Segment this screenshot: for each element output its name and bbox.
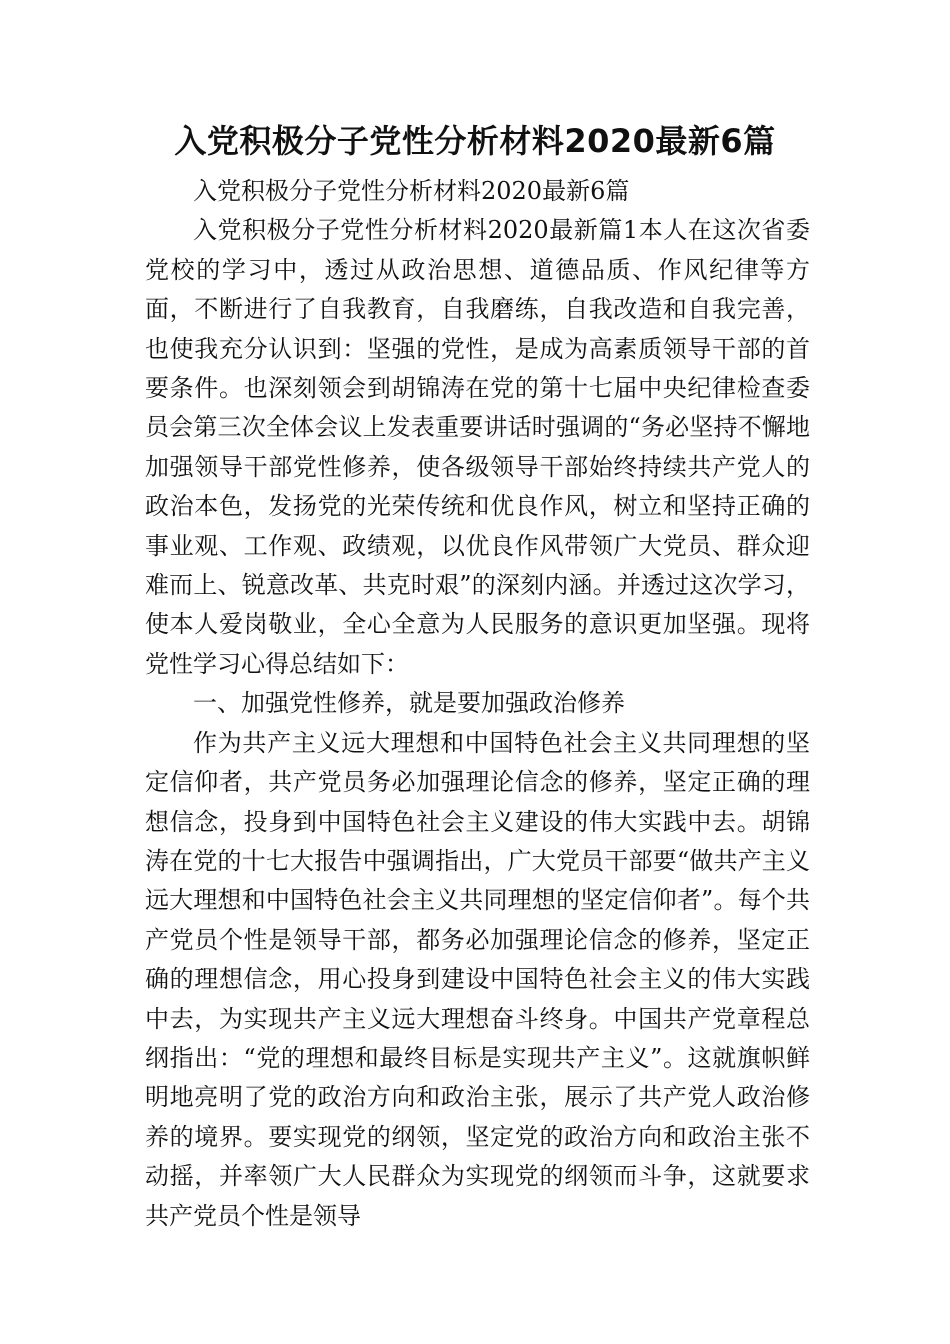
- paragraph-intro: 入党积极分子党性分析材料2020最新篇1本人在这次省委党校的学习中，透过从政治思想、道德品质、作风纪律等方面，不断进行了自我教育，自我磨练，自我改造和自我完善，也使我充分认识到：坚强的党性，是成为高素质领导干部的首要条件。也深刻领会到胡锦涛在党的第十七届中央纪律检查委员会第三次全体会议上发表重要讲话时强调的“务必坚持不懈地加强领导干部党性修养，使各级领导干部始终持续共产党人的政治本色，发扬党的光荣传统和优良作风，树立和坚持正确的事业观、工作观、政绩观，以优良作风带领广大党员、群众迎难而上、锐意改革、共克时艰”的深刻内涵。并透过这次学习，使本人爱岗敬业，全心全意为人民服务的意识更加坚强。现将党性学习心得总结如下：: [145, 216, 810, 678]
- paragraph-section-1: 作为共产主义远大理想和中国特色社会主义共同理想的坚定信仰者，共产党员务必加强理论信念的修养，坚定正确的理想信念，投身到中国特色社会主义建设的伟大实践中去。胡锦涛在党的十七大报告中强调指出，广大党员干部要“做共产主义远大理想和中国特色社会主义共同理想的坚定信仰者”。每个共产党员个性是领导干部，都务必加强理论信念的修养，坚定正确的理想信念，用心投身到建设中国特色社会主义的伟大实践中去，为实现共产主义远大理想奋斗终身。中国共产党章程总纲指出：“党的理想和最终目标是实现共产主义”。这就旗帜鲜明地亮明了党的政治方向和政治主张，展示了共产党人政治修养的境界。要实现党的纲领，坚定党的政治方向和政治主张不动摇，并率领广大人民群众为实现党的纲领而斗争，这就要求共产党员个性是领导: [145, 728, 810, 1230]
- document-title: 入党积极分子党性分析材料2020最新6篇: [174, 122, 776, 160]
- section-heading-1: 一、加强党性修养，就是要加强政治修养: [193, 689, 625, 718]
- document-body: [145, 172, 810, 1236]
- paragraph-subtitle: 入党积极分子党性分析材料2020最新6篇: [193, 177, 630, 205]
